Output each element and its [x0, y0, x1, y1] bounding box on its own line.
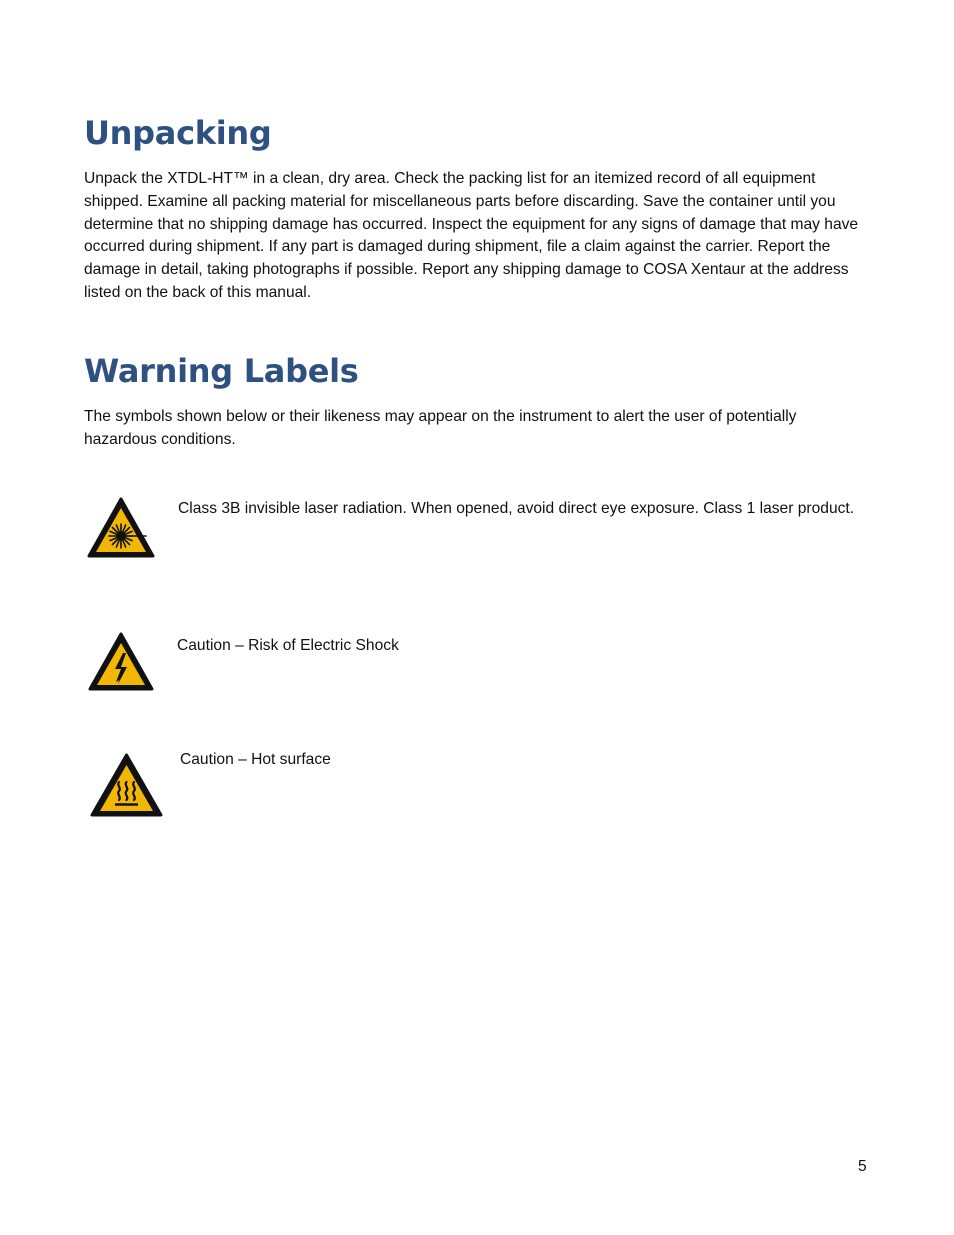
warning-labels-intro: The symbols shown below or their likeness may appear on the instrument to alert the user of potentially hazardous conditions.	[84, 408, 797, 448]
hot-surface-warning-text: Caution – Hot surface	[180, 751, 331, 768]
laser-warning-text: Class 3B invisible laser radiation. When opened, avoid direct eye exposure. Class 1 laser product.	[178, 500, 855, 517]
laser-warning-icon	[86, 496, 156, 560]
warning-labels-heading: Warning Labels	[84, 352, 359, 390]
electric-shock-warning-icon	[87, 631, 155, 693]
unpacking-paragraph: Unpack the XTDL-HT™ in a clean, dry area. Check the packing list for an itemized record of all equipment shipped. Examine all packing material for miscellaneous parts before discarding. Save the container until you determine that no shipping damage has occurred. Inspect the equipment for any signs of damage that may have occurred during shipment. If any part is damaged during shipment, file a claim against the carrier. Report the damage in detail, taking photographs if possible. Report any shipping damage to COSA Xentaur at the address listed on the back of this manual.	[84, 170, 859, 301]
unpacking-heading: Unpacking	[84, 114, 272, 152]
page-number: 5	[858, 1158, 867, 1175]
electric-shock-warning-text: Caution – Risk of Electric Shock	[177, 637, 399, 654]
hot-surface-warning-icon	[89, 752, 164, 819]
